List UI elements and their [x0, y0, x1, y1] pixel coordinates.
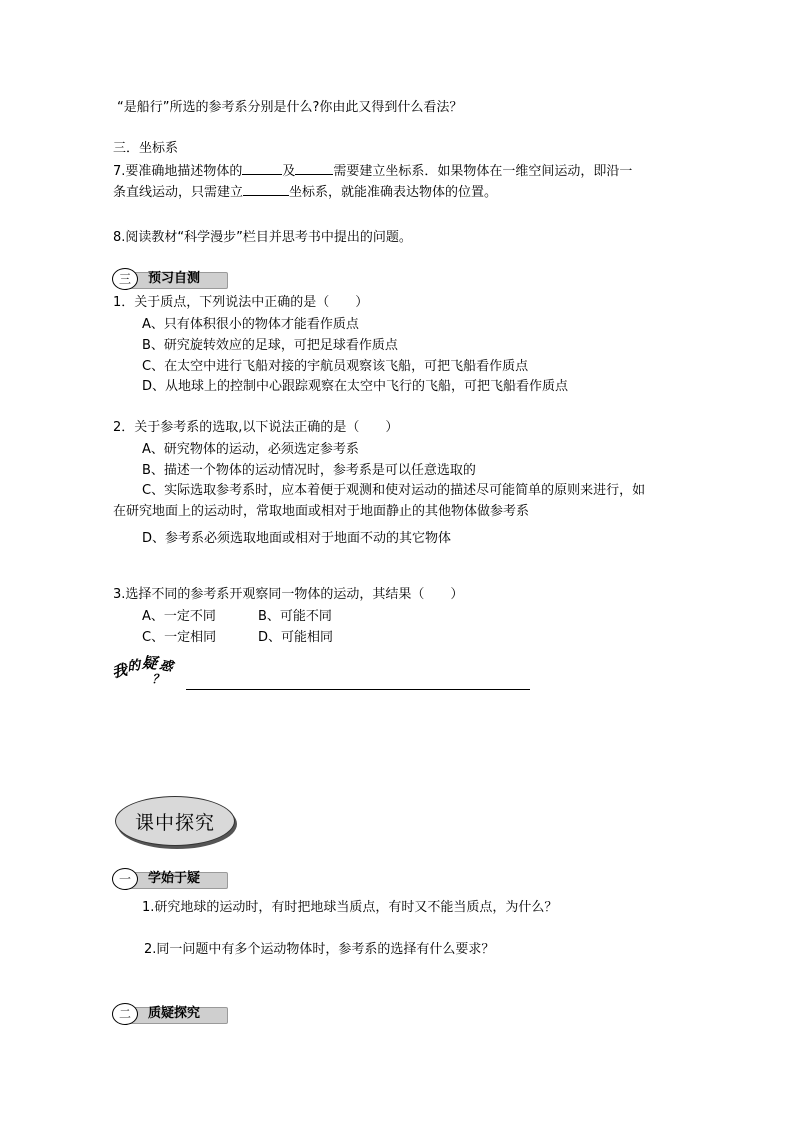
section-header-preview — [112, 268, 232, 290]
q7-text-2: 及 — [282, 164, 296, 179]
q7-text-4: 条直线运动，只需建立 — [113, 185, 244, 200]
q2-option-a: A、研究物体的运动，必须选定参考系 — [142, 442, 359, 457]
q2-option-d: D、参考系必须选取地面或相对于地面不动的其它物体 — [142, 531, 452, 546]
q3-option-a: A、一定不同 — [142, 609, 216, 624]
class-explore-banner — [115, 796, 235, 846]
q7-text-5: 坐标系，就能准确表达物体的位置。 — [289, 185, 498, 200]
section-title: 学始于疑 — [148, 871, 201, 886]
answer-line — [186, 689, 530, 690]
learn-question-2: 2.同一问题中有多个运动物体时，参考系的选择有什么要求？ — [144, 942, 495, 957]
section-title: 预习自测 — [148, 271, 201, 286]
question-1-stem: 1．关于质点，下列说法中正确的是（ ） — [113, 295, 369, 310]
my-doubts-logo — [112, 652, 192, 692]
q1-option-a: A、只有体积很小的物体才能看作质点 — [142, 317, 359, 332]
q3-option-b: B、可能不同 — [258, 609, 332, 624]
q2-option-b: B、描述一个物体的运动情况时，参考系是可以任意选取的 — [142, 463, 476, 478]
q2-option-c: C、实际选取参考系时，应本着便于观测和使对运动的描述尽可能简单的原则来进行，如 — [142, 483, 646, 498]
q7-blank-1 — [242, 161, 282, 175]
question-8: 8.阅读教材“科学漫步”栏目并思考书中提出的问题。 — [113, 230, 412, 245]
q1-option-d: D、从地球上的控制中心跟踪观察在太空中飞行的飞船，可把飞船看作质点 — [142, 379, 569, 394]
q3-option-d: D、可能相同 — [258, 630, 334, 645]
question-7-line-1 — [113, 161, 632, 181]
q7-text-3: 需要建立坐标系．如果物体在一维空间运动，即沿一 — [333, 164, 633, 179]
q3-option-c: C、一定相同 — [142, 630, 217, 645]
logo-char-2: 的 — [126, 658, 142, 675]
question-7-line-2 — [113, 182, 497, 202]
logo-char-4: 惑 — [157, 657, 175, 676]
q7-blank-3 — [243, 182, 289, 196]
section-header-learn-doubt — [112, 868, 232, 890]
learn-question-1: 1.研究地球的运动时，有时把地球当质点，有时又不能当质点，为什么？ — [142, 900, 558, 915]
section-badge: 三 — [112, 268, 138, 290]
logo-char-1: 我 — [110, 660, 129, 682]
q7-blank-2 — [295, 161, 333, 175]
class-explore-title: 课中探究 — [134, 812, 215, 834]
q1-option-b: B、研究旋转效应的足球，可把足球看作质点 — [142, 338, 398, 353]
section-badge: 一 — [112, 868, 138, 890]
section-badge: 二 — [112, 1003, 138, 1025]
q2-option-c-cont: 在研究地面上的运动时，常取地面或相对于地面静止的其他物体做参考系 — [113, 504, 530, 519]
logo-question-mark: ？ — [152, 672, 165, 686]
intro-question: “是船行”所选的参考系分别是什么?你由此又得到什么看法？ — [117, 100, 463, 115]
section-title: 质疑探究 — [148, 1006, 201, 1021]
question-2-stem: 2．关于参考系的选取,以下说法正确的是（ ） — [113, 420, 399, 435]
section-title-coordinates: 三．坐标系 — [113, 141, 179, 156]
logo-char-3: 疑 — [141, 653, 158, 673]
question-3-stem: 3.选择不同的参考系开观察同一物体的运动，其结果（ ） — [113, 587, 464, 602]
q7-text-1: 7.要准确地描述物体的 — [113, 164, 243, 179]
section-header-inquiry — [112, 1003, 232, 1025]
q1-option-c: C、在太空中进行飞船对接的宇航员观察该飞船，可把飞船看作质点 — [142, 359, 529, 374]
